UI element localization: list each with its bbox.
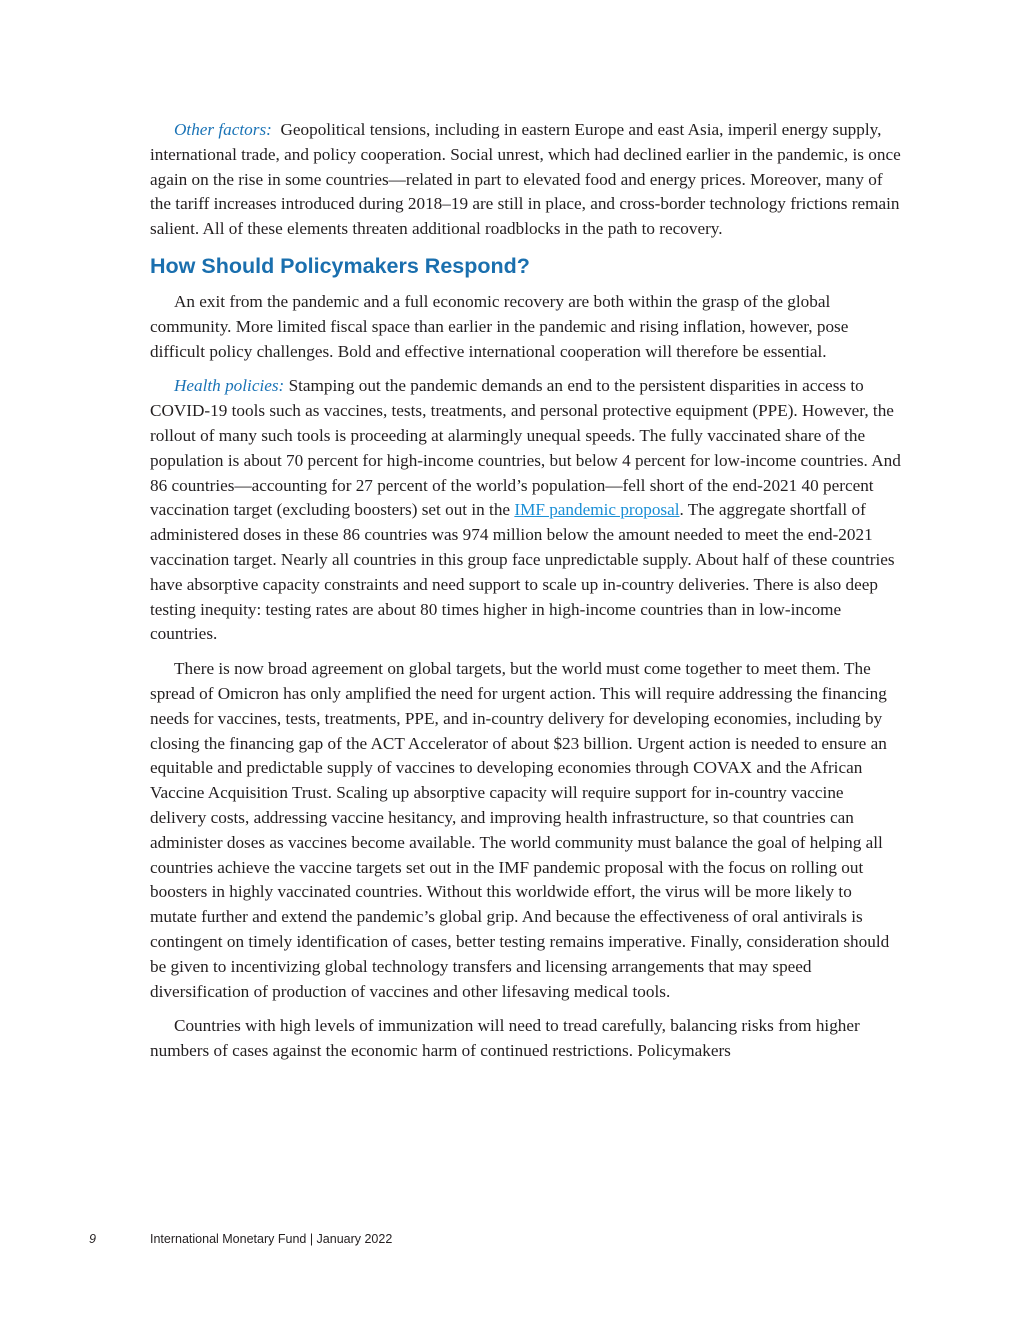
paragraph-health-policies <box>150 374 902 647</box>
paragraph-global-targets: There is now broad agreement on global targets, but the world must come together to meet them. The spread of Omicron has only amplified the need for urgent action. This will require addressing the financing needs for vaccines, tests, treatments, PPE, and in-country delivery for developing economies, including by closing the financing gap of the ACT Accelerator of about $23 billion. Urgent action is needed to ensure an equitable and predictable supply of vaccines to developing economies through COVAX and the African Vaccine Acquisition Trust. Scaling up absorptive capacity will require support for in-country vaccine delivery costs, addressing vaccine hesitancy, and improving health infrastructure, so that countries can administer doses as vaccines become available. The world community must balance the goal of helping all countries achieve the vaccine targets set out in the IMF pandemic proposal with the focus on rolling out boosters in highly vaccinated countries. Without this worldwide effort, the virus will be more likely to mutate further and extend the pandemic’s global grip. And because the effectiveness of oral antivirals is contingent on timely identification of cases, better testing remains imperative. Finally, consideration should be given to incentivizing global technology transfers and licensing arrangements that may speed diversification of production of vaccines and other lifesaving medical tools. <box>150 659 890 1001</box>
footer-text: International Monetary Fund | January 2022 <box>150 1232 393 1246</box>
lead-health-policies: Health policies: <box>174 376 285 396</box>
paragraph-text: Stamping out the pandemic demands an end to the persistent disparities in access to COVID-19 tools such as vaccines, tests, treatments, and personal protective equipment (PPE). However, the rollout of many such tools is proceeding at alarmingly unequal speeds. The fully vaccinated share of the population is about 70 percent for high-income countries, but below 4 percent for low-income countries. And 86 countries—accounting for 27 percent of the world’s population—fell short of the end-2021 40 percent vaccination target (excluding boosters) set out in the <box>150 376 901 520</box>
paragraph-intro: An exit from the pandemic and a full economic recovery are both within the grasp of the global community. More limited fiscal space than earlier in the pandemic and rising inflation, however, pose difficult policy challenges. Bold and effective international cooperation will therefore be essential. <box>150 291 849 361</box>
section-heading: How Should Policymakers Respond? <box>150 253 530 278</box>
page-footer <box>0 1232 1020 1252</box>
paragraph-immunization: Countries with high levels of immunization will need to tread carefully, balancing risks from higher numbers of cases against the economic harm of continued restrictions. Policymakers <box>150 1016 860 1061</box>
paragraph-text: . The aggregate shortfall of administered doses in these 86 countries was 974 million below the amount needed to meet the end-2021 vaccination target. Nearly all countries in this group face unpredictable supply. About half of these countries have absorptive capacity constraints and need support to scale up in-country deliveries. There is also deep testing inequity: testing rates are about 80 times higher in high-income countries than in low-income countries. <box>150 500 895 644</box>
paragraph-other-factors <box>150 118 902 242</box>
paragraph-text: Geopolitical tensions, including in eastern Europe and east Asia, imperil energy supply, international trade, and policy cooperation. Social unrest, which had declined earlier in the pandemic, is once again on the rise in some countries—related in part to elevated food and energy prices. Moreover, many of the tariff increases introduced during 2018–19 are still in place, and cross-border technology frictions remain salient. All of these elements threaten additional roadblocks in the path to recovery. <box>150 120 901 239</box>
page-number: 9 <box>89 1232 96 1246</box>
lead-other-factors: Other factors: <box>174 120 272 139</box>
page-content <box>150 118 902 1074</box>
imf-pandemic-proposal-link[interactable]: IMF pandemic proposal <box>514 500 680 520</box>
